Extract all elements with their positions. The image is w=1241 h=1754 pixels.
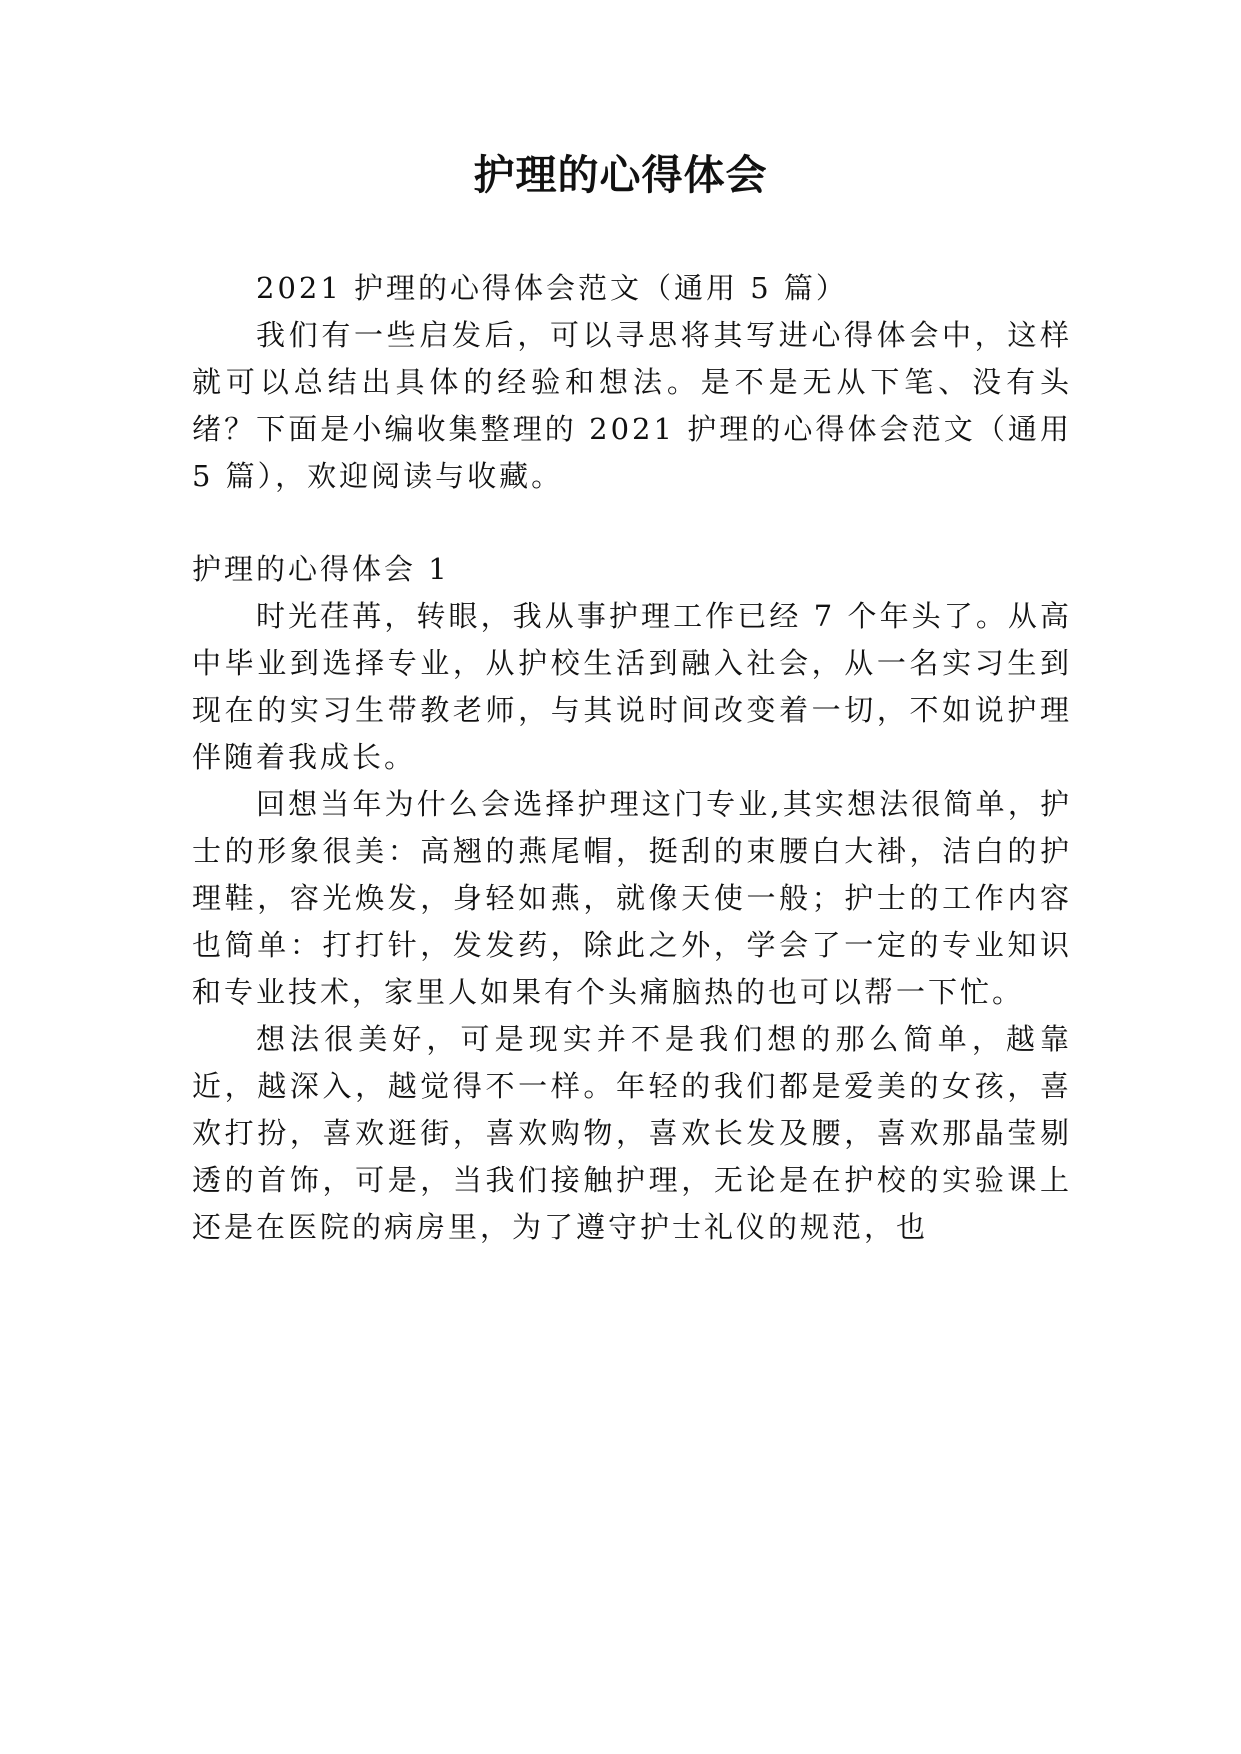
- intro-paragraph: 我们有一些启发后，可以寻思将其写进心得体会中，这样就可以总结出具体的经验和想法。是不是无从下笔、没有头绪？下面是小编收集整理的 2021 护理的心得体会范文（通用 5 篇），欢迎阅读与收藏。: [192, 318, 1072, 493]
- section-paragraph-1: 时光荏苒，转眼，我从事护理工作已经 7 个年头了。从高中毕业到选择专业，从护校生活到融入社会，从一名实习生到现在的实习生带教老师，与其说时间改变着一切，不如说护理伴随着我成长。: [192, 599, 1072, 774]
- document-body: [192, 265, 1072, 1251]
- document-subtitle: 2021 护理的心得体会范文（通用 5 篇）: [256, 271, 848, 305]
- section-paragraph-3: 想法很美好，可是现实并不是我们想的那么简单，越靠近，越深入，越觉得不一样。年轻的我们都是爱美的女孩，喜欢打扮，喜欢逛街，喜欢购物，喜欢长发及腰，喜欢那晶莹剔透的首饰，可是，当我们接触护理，无论是在护校的实验课上还是在医院的病房里，为了遵守护士礼仪的规范，也: [192, 1022, 1072, 1244]
- section-spacer: [192, 500, 1072, 546]
- document-title: 护理的心得体会: [473, 151, 768, 199]
- section-heading: 护理的心得体会 1: [192, 552, 450, 586]
- section-paragraph-2: 回想当年为什么会选择护理这门专业,其实想法很简单，护士的形象很美：高翘的燕尾帽，挺刮的束腰白大褂，洁白的护理鞋，容光焕发，身轻如燕，就像天使一般；护士的工作内容也简单：打打针，发发药，除此之外，学会了一定的专业知识和专业技术，家里人如果有个头痛脑热的也可以帮一下忙。: [192, 787, 1072, 1009]
